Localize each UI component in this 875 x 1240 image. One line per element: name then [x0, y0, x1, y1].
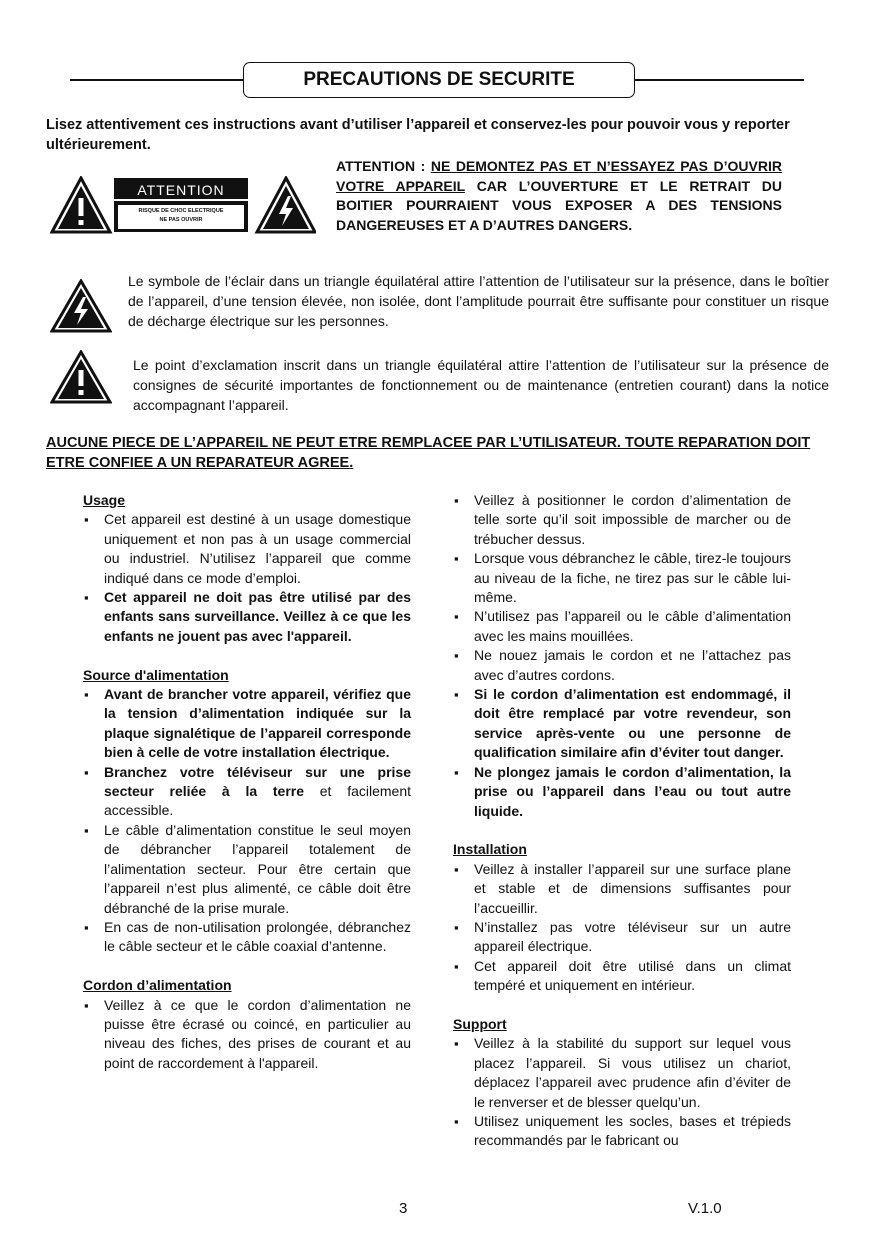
list-item: ▪ Avant de brancher votre appareil, vérifiez que la tension d’alimentation indiquée sur la plaque signalétique de l’appareil corresponde bien à celle de votre installation électrique.: [83, 685, 411, 763]
list-item: ▪ Utilisez uniquement les socles, bases et trépieds recommandés par le fabricant ou: [453, 1112, 791, 1151]
install-list: [453, 860, 791, 996]
cord-list: [83, 996, 411, 1074]
list-item: ▪ Lorsque vous débranchez le câble, tirez-le toujours au niveau de la fiche, ne tirez pas sur le câble lui-même.: [453, 549, 791, 607]
exclamation-symbol: [50, 350, 112, 404]
attention-graphic: [50, 176, 316, 234]
list-item: ▪ N’utilisez pas l’appareil ou le câble d’alimentation avec les mains mouillées.: [453, 607, 791, 646]
attention-underlined: NE DEMONTEZ PAS ET N’ESSAYEZ PAS D’OUVRIR VOTRE APPAREIL: [336, 158, 782, 194]
lightning-symbol: [50, 279, 112, 333]
support-list: [453, 1034, 791, 1150]
right-column: [453, 491, 791, 1151]
power-list: [83, 685, 411, 957]
list-item: ▪ Cet appareil doit être utilisé dans un climat tempéré et uniquement en intérieur.: [453, 957, 791, 996]
list-item: ▪ Si le cordon d’alimentation est endommagé, il doit être remplacé par votre revendeur, son service après-vente ou une personne de qualification similaire afin d’éviter tout danger.: [453, 685, 791, 763]
cord-list-continued: [453, 491, 791, 821]
support-title: Support: [453, 1015, 507, 1032]
list-item: ▪ Cet appareil est destiné à un usage domestique uniquement et non pas à un usage commercial ou industriel. N’utilisez l’appareil que comme indiqué dans ce mode d’emploi.: [83, 510, 411, 588]
attention-warning: [336, 157, 782, 235]
title-rule-left: [70, 79, 245, 81]
power-title: Source d'alimentation: [83, 666, 229, 683]
list-item: ▪ N’installez pas votre téléviseur sur un autre appareil électrique.: [453, 918, 791, 957]
list-item: ▪ Ne nouez jamais le cordon et ne l’attachez pas avec d’autres cordons.: [453, 646, 791, 685]
install-title: Installation: [453, 841, 527, 858]
no-user-serviceable-warning: AUCUNE PIECE DE L’APPAREIL NE PEUT ETRE REMPLACEE PAR L’UTILISATEUR. TOUTE REPARATION DOIT ETRE CONFIEE A UN REPARATEUR AGREE.: [46, 435, 811, 471]
list-item: ▪ Veillez à installer l’appareil sur une surface plane et stable et de dimensions suffisantes pour l’accueillir.: [453, 860, 791, 918]
version-label: V.1.0: [688, 1200, 722, 1217]
cord-title: Cordon d’alimentation: [83, 977, 232, 994]
attention-prefix: ATTENTION :: [336, 158, 431, 174]
usage-list: [83, 510, 411, 646]
left-column: [83, 491, 411, 1073]
list-item: ▪ Veillez à positionner le cordon d’alimentation de telle sorte qu’il soit impossible de marcher ou de trébucher dessus.: [453, 491, 791, 549]
lightning-triangle-icon: [50, 279, 112, 333]
intro-text: Lisez attentivement ces instructions avant d’utiliser l’appareil et conservez-les pour pouvoir vous y reporter ultérieurement.: [46, 117, 790, 153]
attention-label-line1: RISQUE DE CHOC ELECTRIQUE: [138, 208, 224, 214]
attention-rest: CAR L’OUVERTURE ET LE RETRAIT DU BOITIER POURRAIENT VOUS EXPOSER A DES TENSIONS DANGEREUSES ET A D’AUTRES DANGERS.: [336, 177, 782, 233]
attention-label-line2: NE PAS OUVRIR: [159, 217, 203, 223]
attention-label-box: [114, 178, 248, 232]
list-item: [83, 763, 411, 821]
list-item: ▪ Ne plongez jamais le cordon d’alimentation, la prise ou l’appareil dans l’eau ou tout autre liquide.: [453, 763, 791, 821]
lightning-description: Le symbole de l’éclair dans un triangle équilatéral attire l’attention de l’utilisateur sur la présence, dans le boîtier de l’appareil, d’une tension élevée, non isolée, dont l’amplitude pourrait être suffisante pour constituer un risque de décharge électrique sur les personnes.: [128, 273, 829, 329]
warning2-text: AUCUNE PIECE DE L’APPAREIL NE PEUT ETRE REMPLACEE PAR L’UTILISATEUR. TOUTE REPARATION DOIT ETRE CONFIEE A UN REPARATEUR AGREE: [46, 435, 811, 471]
power-2-bold: Branchez votre téléviseur sur une prise secteur reliée à la terre: [104, 763, 411, 800]
exclamation-description: Le point d’exclamation inscrit dans un triangle équilatéral attire l’attention de l’utilisateur sur la présence de consignes de sécurité importantes de fonctionnement ou de maintenance (entretien courant) dans la notice accompagnant l’appareil.: [133, 357, 829, 413]
list-item: ▪ Le câble d’alimentation constitue le seul moyen de débrancher l’appareil totalement de l’alimentation secteur. Pour être certain que l’appareil n’est plus alimenté, ce câble doit être débranché de la prise murale.: [83, 821, 411, 918]
list-item: ▪ Cet appareil ne doit pas être utilisé par des enfants sans surveillance. Veillez à ce que les enfants ne jouent pas avec l'appareil.: [83, 588, 411, 646]
list-item: ▪ Veillez à ce que le cordon d’alimentation ne puisse être écrasé ou coincé, en particulier au niveau des fiches, des prises de courant et au point de raccordement à l'appareil.: [83, 996, 411, 1074]
page-title: PRECAUTIONS DE SECURITE: [243, 62, 635, 98]
list-item: ▪ En cas de non-utilisation prolongée, débranchez le câble secteur et le câble coaxial d’antenne.: [83, 918, 411, 957]
title-rule-right: [634, 79, 804, 81]
page-number: 3: [399, 1200, 408, 1217]
attention-label-title: ATTENTION: [114, 181, 248, 201]
usage-title: Usage: [83, 492, 126, 508]
exclamation-triangle-icon: [50, 350, 112, 404]
power-2-rest: et facilement accessible.: [104, 783, 412, 819]
list-item: ▪ Veillez à la stabilité du support sur lequel vous placez l’appareil. Si vous utilisez un chariot, déplacez l’appareil avec prudence afin d’éviter de le renverser et de blesser quelqu’un.: [453, 1034, 791, 1112]
